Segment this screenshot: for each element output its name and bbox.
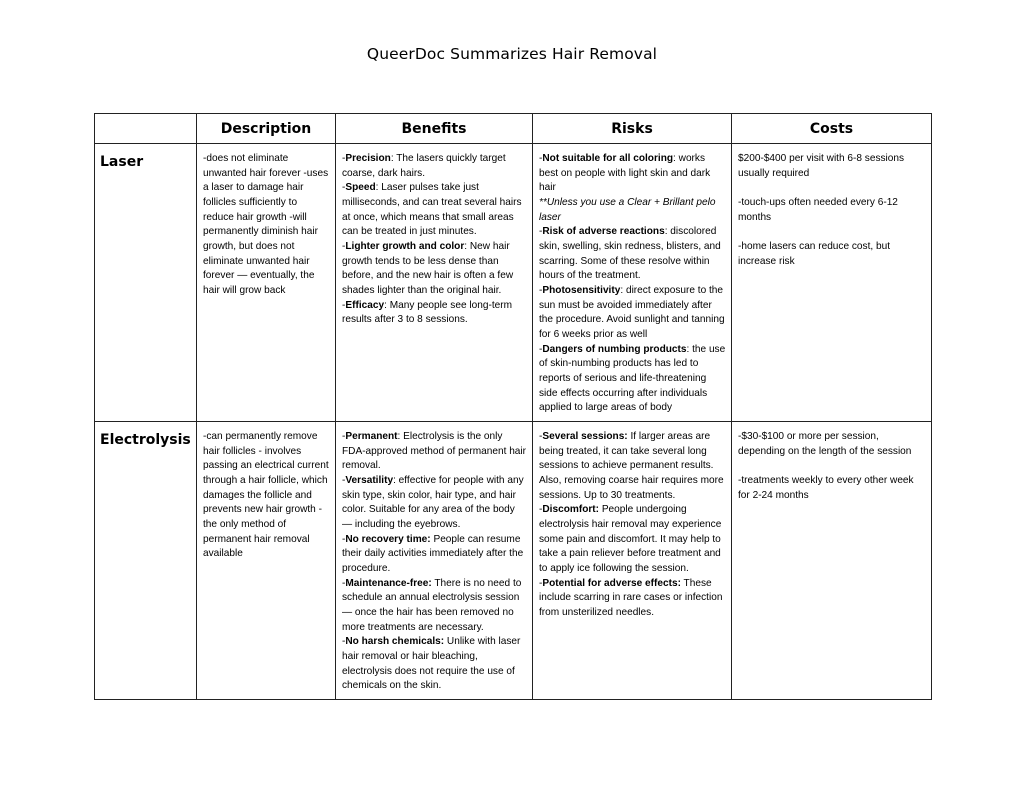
cost-item: -treatments weekly to every other week for 2-24 months: [738, 474, 914, 501]
electrolysis-costs: [732, 422, 932, 700]
electrolysis-risks: [533, 422, 732, 700]
risk-note: **Unless you use a Clear + Brillant pelo laser: [539, 196, 716, 223]
risk-item: -Risk of adverse reactions: discolored skin, swelling, skin redness, blisters, and scarring. Some of these resolve within hours of the treatment.: [539, 226, 721, 282]
laser-risks: [533, 144, 732, 422]
risk-item: -Photosensitivity: direct exposure to the sun must be avoided immediately after the procedure. Avoid sunlight and tanning for 6 weeks prior as well: [539, 284, 725, 340]
laser-description: -does not eliminate unwanted hair forever -uses a laser to damage hair follicles sufficiently to reduce hair growth -will permanently diminish hair growth, but does not eliminate unwanted hair forever — eventually, the hair will grow back: [197, 144, 336, 422]
cost-item: -$30-$100 or more per session, depending on the length of the session: [738, 431, 912, 457]
cost-item: -touch-ups often needed every 6-12 months: [738, 196, 898, 223]
benefit-item: -Maintenance-free: There is no need to schedule an annual electrolysis session — once the hair has been removed no more treatments are necessary.: [342, 577, 522, 633]
header-risks: Risks: [533, 114, 732, 144]
benefit-item: -No harsh chemicals: Unlike with laser hair removal or hair bleaching, electrolysis does not require the use of chemicals on the skin.: [342, 636, 521, 692]
benefit-item: -Speed: Laser pulses take just milliseconds, and can treat several hairs at once, which means that small areas can be treated in just minutes.: [342, 182, 522, 238]
risk-item: -Potential for adverse effects: These include scarring in rare cases or infection from unsterilized needles.: [539, 577, 723, 618]
risk-item: -Not suitable for all coloring: works best on people with light skin and dark hair **Unless you use a Clear + Brillant pelo laser: [539, 152, 726, 225]
benefit-item: -Precision: The lasers quickly target coarse, dark hairs.: [342, 153, 506, 179]
risk-item: -Discomfort: People undergoing electrolysis hair removal may experience some pain and discomfort. It may help to take a pain reliever before treatment and to apply ice following the session.: [539, 504, 722, 574]
row-label-electrolysis: Electrolysis: [95, 422, 197, 700]
cost-item: -home lasers can reduce cost, but increase risk: [738, 240, 891, 267]
hair-removal-table: [94, 113, 932, 700]
row-label-laser: Laser: [95, 144, 197, 422]
electrolysis-description: -can permanently remove hair follicles - involves passing an electrical current through a hair follicle, which damages the follicle and prevents new hair growth -the only method of permanent hair removal available: [197, 422, 336, 700]
header-description: Description: [197, 114, 336, 144]
risk-item: -Several sessions: If larger areas are being treated, it can take several long sessions to achieve permanent results. Also, removing coarse hair requires more sessions. Up to 30 treatments.: [539, 431, 724, 501]
laser-benefits: [336, 144, 533, 422]
header-row: [95, 114, 932, 144]
risk-item: -Dangers of numbing products: the use of skin-numbing products has led to reports of serious and life-threatening side effects occurring after individuals applied to large areas of body: [539, 343, 726, 414]
table-row-electrolysis: [95, 422, 932, 700]
header-costs: Costs: [732, 114, 932, 144]
table-row-laser: [95, 144, 932, 422]
benefit-item: -Versatility: effective for people with any skin type, skin color, hair type, and hair color. Suitable for any area of the body — including the eyebrows.: [342, 474, 524, 530]
header-benefits: Benefits: [336, 114, 533, 144]
benefit-item: -No recovery time: People can resume their daily activities immediately after the procedure.: [342, 533, 524, 574]
laser-costs: [732, 144, 932, 422]
header-blank: [95, 114, 197, 144]
electrolysis-benefits: [336, 422, 533, 700]
benefit-item: -Efficacy: Many people see long-term results after 3 to 8 sessions.: [342, 299, 513, 326]
cost-item: $200-$400 per visit with 6-8 sessions usually required: [738, 153, 905, 179]
document-title: QueerDoc Summarizes Hair Removal: [366, 45, 658, 63]
benefit-item: -Permanent: Electrolysis is the only FDA-approved method of permanent hair removal.: [342, 431, 527, 472]
benefit-item: -Lighter growth and color: New hair growth tends to be less dense than before, and the new hair is often a few shades lighter than the original hair.: [342, 240, 514, 296]
